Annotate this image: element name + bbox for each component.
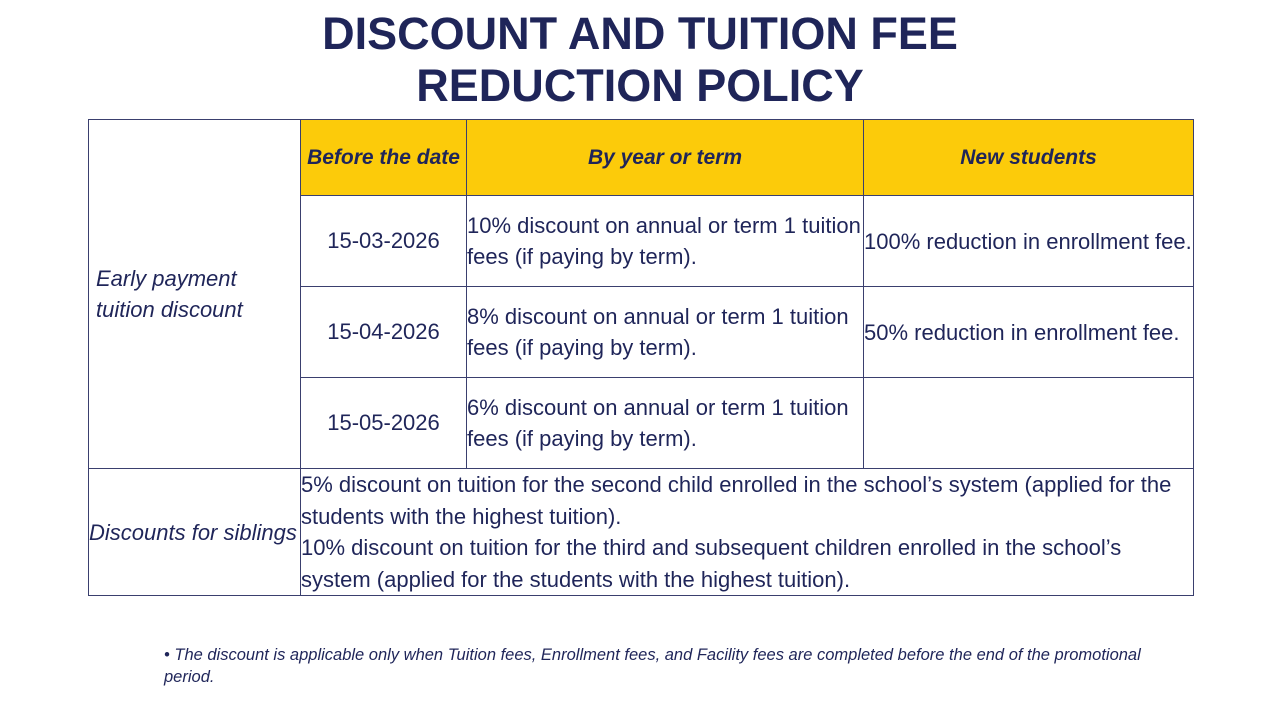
header-before-date: Before the date xyxy=(301,120,467,196)
date-cell: 15-05-2026 xyxy=(301,378,467,469)
discount-cell: 8% discount on annual or term 1 tuition fees (if paying by term). xyxy=(467,287,864,378)
discount-cell: 10% discount on annual or term 1 tuition fees (if paying by term). xyxy=(467,196,864,287)
header-row xyxy=(89,120,1194,196)
siblings-text-1: 5% discount on tuition for the second child enrolled in the school’s system (applied for the students with the highest tuition). xyxy=(301,472,1172,529)
row-label-early-payment xyxy=(89,120,301,469)
date-cell: 15-04-2026 xyxy=(301,287,467,378)
siblings-label: Discounts for siblings xyxy=(89,469,301,596)
title-line-1: DISCOUNT AND TUITION FEE xyxy=(322,8,958,59)
date-cell: 15-03-2026 xyxy=(301,196,467,287)
page-title xyxy=(0,8,1280,112)
siblings-text-2: 10% discount on tuition for the third and subsequent children enrolled in the school’s system (applied for the students with the highest tuition). xyxy=(301,535,1122,592)
footnote: • The discount is applicable only when Tuition fees, Enrollment fees, and Facility fees are completed before the end of the promotional period. xyxy=(164,646,1141,686)
policy-table xyxy=(88,119,1194,596)
title-line-2: REDUCTION POLICY xyxy=(416,60,864,111)
early-payment-label: Early payment tuition discount xyxy=(96,266,243,322)
siblings-text-cell xyxy=(301,469,1194,596)
new-students-cell: 50% reduction in enrollment fee. xyxy=(864,287,1194,378)
new-students-cell: 100% reduction in enrollment fee. xyxy=(864,196,1194,287)
discount-cell: 6% discount on annual or term 1 tuition fees (if paying by term). xyxy=(467,378,864,469)
header-by-year-term: By year or term xyxy=(467,120,864,196)
siblings-row xyxy=(89,469,1194,596)
header-new-students: New students xyxy=(864,120,1194,196)
new-students-cell xyxy=(864,378,1194,469)
